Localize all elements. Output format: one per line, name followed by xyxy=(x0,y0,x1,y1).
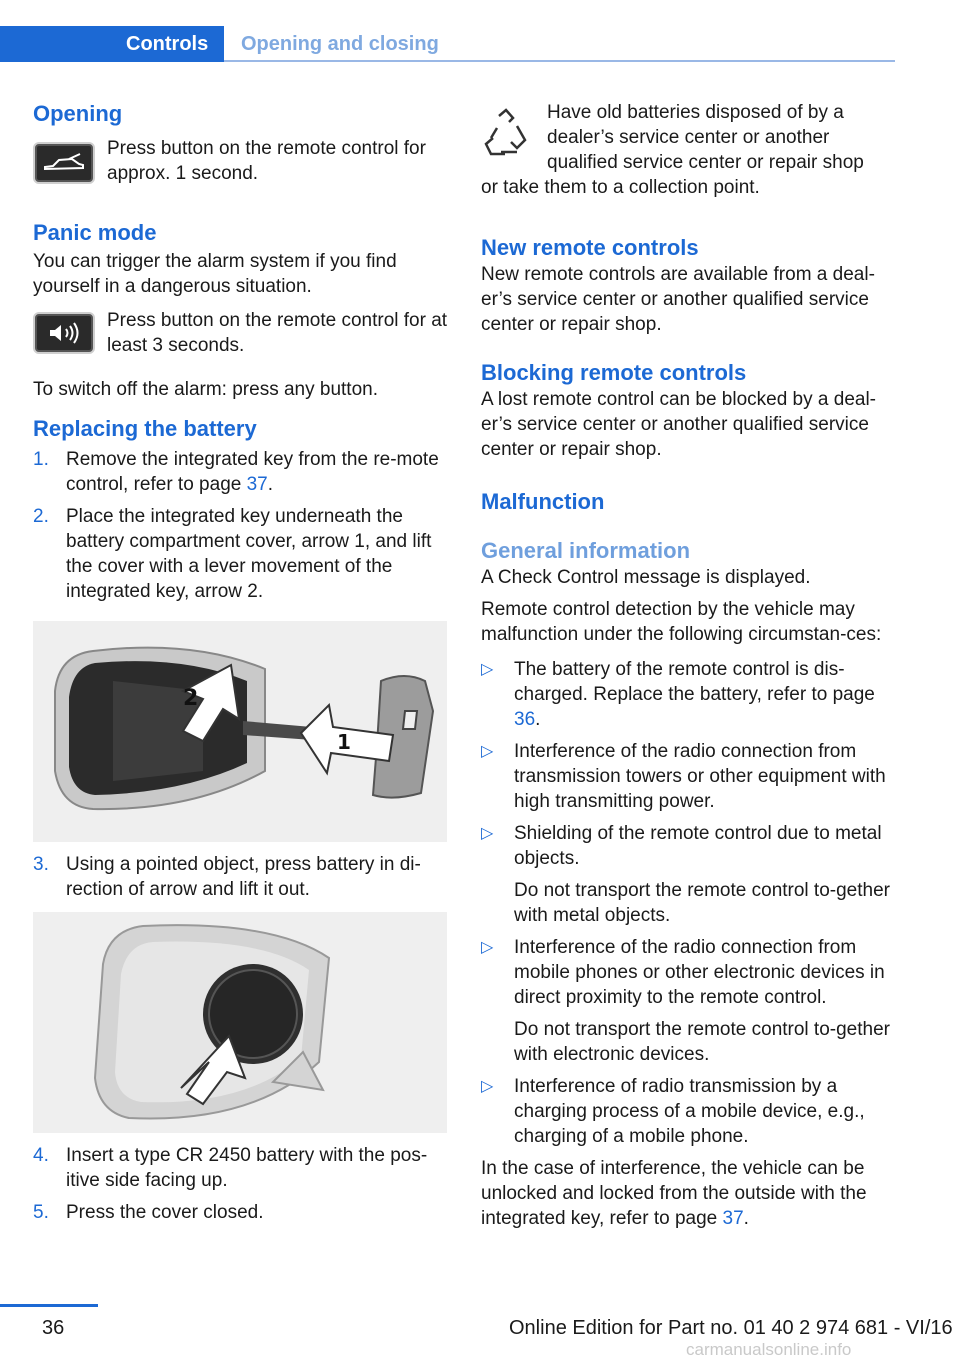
tab-opening-and-closing[interactable]: Opening and closing xyxy=(241,33,439,55)
general-text-1: A Check Control message is displayed. xyxy=(481,567,811,588)
recycle-text: Have old batteries disposed of by a dealer’s service center or another qualified service center or repair shop xyxy=(547,102,864,173)
list-item-text: Shielding of the remote control due to metal objects. Do not transport the remote control to‐gether with metal objects. xyxy=(514,821,897,928)
list-item-note: Do not transport the remote control to‐gether with electronic devices. xyxy=(514,1019,890,1065)
car-trunk-icon xyxy=(33,142,95,184)
list-item xyxy=(481,657,897,732)
arrow-label-2: 2 xyxy=(183,686,199,711)
replacing-battery-heading: Replacing the battery xyxy=(33,416,257,441)
speaker-alarm-icon xyxy=(33,312,95,354)
key-battery-cover-figure xyxy=(33,621,447,842)
step-number: 2. xyxy=(33,506,49,527)
step-item xyxy=(33,852,449,902)
battery-steps xyxy=(33,447,449,604)
list-item-text: Interference of the radio connection from mobile phones or other electronic devices in direct proximity to the remote control. Do not transport the remote control to‐gether with electronic devices. xyxy=(514,935,897,1067)
arrow-label-1: 1 xyxy=(337,730,351,754)
battery-steps-end xyxy=(33,1143,449,1225)
step-text: Press the cover closed. xyxy=(66,1202,264,1223)
circumstances-list xyxy=(481,657,897,1149)
recycle-icon xyxy=(481,108,535,168)
step-item xyxy=(33,1200,449,1225)
step-item xyxy=(33,447,449,497)
page-number: 36 xyxy=(42,1317,65,1339)
list-item xyxy=(481,935,897,1067)
battery-steps-cont xyxy=(33,852,449,902)
edition-text: Online Edition for Part no. 01 40 2 974 681 - VI/16 xyxy=(509,1317,953,1339)
step-item xyxy=(33,504,449,604)
bullet-marker-icon: ▷ xyxy=(481,661,494,678)
opening-button-row xyxy=(33,138,449,186)
list-item xyxy=(481,739,897,814)
step-number: 3. xyxy=(33,854,49,875)
alarm-off-text: To switch off the alarm: press any button. xyxy=(33,379,378,400)
general-information-heading: General information xyxy=(481,538,691,563)
blocking-remote-controls-heading: Blocking remote controls xyxy=(481,360,747,385)
recycle-note xyxy=(481,100,897,175)
watermark: carmanualsonline.info xyxy=(686,1340,852,1359)
list-item-text: The battery of the remote control is dis‐charged. Replace the battery, refer to page 36. xyxy=(514,659,875,730)
right-column xyxy=(481,100,897,1231)
battery-removal-figure xyxy=(33,912,447,1133)
page-header xyxy=(0,26,895,62)
header-divider xyxy=(224,60,895,62)
step-text: Place the integrated key underneath the battery compartment cover, arrow 1, and lift the cover with a lever movement of the integrated key, arrow 2. xyxy=(66,506,432,602)
recycle-text-cont: or take them to a collection point. xyxy=(481,177,760,198)
new-remote-controls-text: New remote controls are available from a deal‐er’s service center or another qualified service center or repair shop. xyxy=(481,264,875,335)
new-remote-controls-heading: New remote controls xyxy=(481,235,699,260)
list-item-note: Do not transport the remote control to‐gether with metal objects. xyxy=(514,880,890,926)
left-column xyxy=(33,100,449,1232)
bullet-marker-icon: ▷ xyxy=(481,743,494,760)
step-number: 1. xyxy=(33,449,49,470)
list-item-text: Interference of the radio connection from transmission towers or other equipment with high transmitting power. xyxy=(514,741,886,812)
list-item xyxy=(481,1074,897,1149)
tab-controls[interactable]: Controls xyxy=(0,26,224,62)
closing-text: In the case of interference, the vehicle can be unlocked and locked from the outside with the integrated key, refer to page 37. xyxy=(481,1158,867,1229)
bullet-marker-icon: ▷ xyxy=(481,825,494,842)
step-item xyxy=(33,1143,449,1193)
malfunction-heading: Malfunction xyxy=(481,489,605,514)
page-link-37[interactable]: 37 xyxy=(246,474,268,495)
opening-heading: Opening xyxy=(33,101,123,126)
footer-divider xyxy=(0,1304,98,1307)
general-text-2: Remote control detection by the vehicle may malfunction under the following circumstan‐ces: xyxy=(481,599,882,645)
panic-mode-heading: Panic mode xyxy=(33,220,157,245)
step-number: 4. xyxy=(33,1145,49,1166)
step-text: Using a pointed object, press battery in di‐rection of arrow and lift it out. xyxy=(66,854,421,900)
list-item xyxy=(481,821,897,928)
panic-button-row xyxy=(33,312,449,358)
opening-text: Press button on the remote control for approx. 1 second. xyxy=(107,138,426,184)
blocking-text: A lost remote control can be blocked by a deal‐er’s service center or another qualified service center or repair shop. xyxy=(481,389,877,460)
step-text: Insert a type CR 2450 battery with the pos‐itive side facing up. xyxy=(66,1145,428,1191)
list-item-text: Interference of radio transmission by a charging process of a mobile device, e.g., charging of a mobile phone. xyxy=(514,1076,865,1147)
panic-button-text: Press button on the remote control for at least 3 seconds. xyxy=(107,310,448,356)
step-number: 5. xyxy=(33,1202,49,1223)
page-link-36[interactable]: 36 xyxy=(514,709,536,730)
bullet-marker-icon: ▷ xyxy=(481,939,494,956)
step-text: Remove the integrated key from the re‐mote control, refer to page 37. xyxy=(66,449,439,495)
page-link-37[interactable]: 37 xyxy=(722,1208,744,1229)
panic-intro: You can trigger the alarm system if you find yourself in a dangerous situation. xyxy=(33,251,397,297)
bullet-marker-icon: ▷ xyxy=(481,1078,494,1095)
